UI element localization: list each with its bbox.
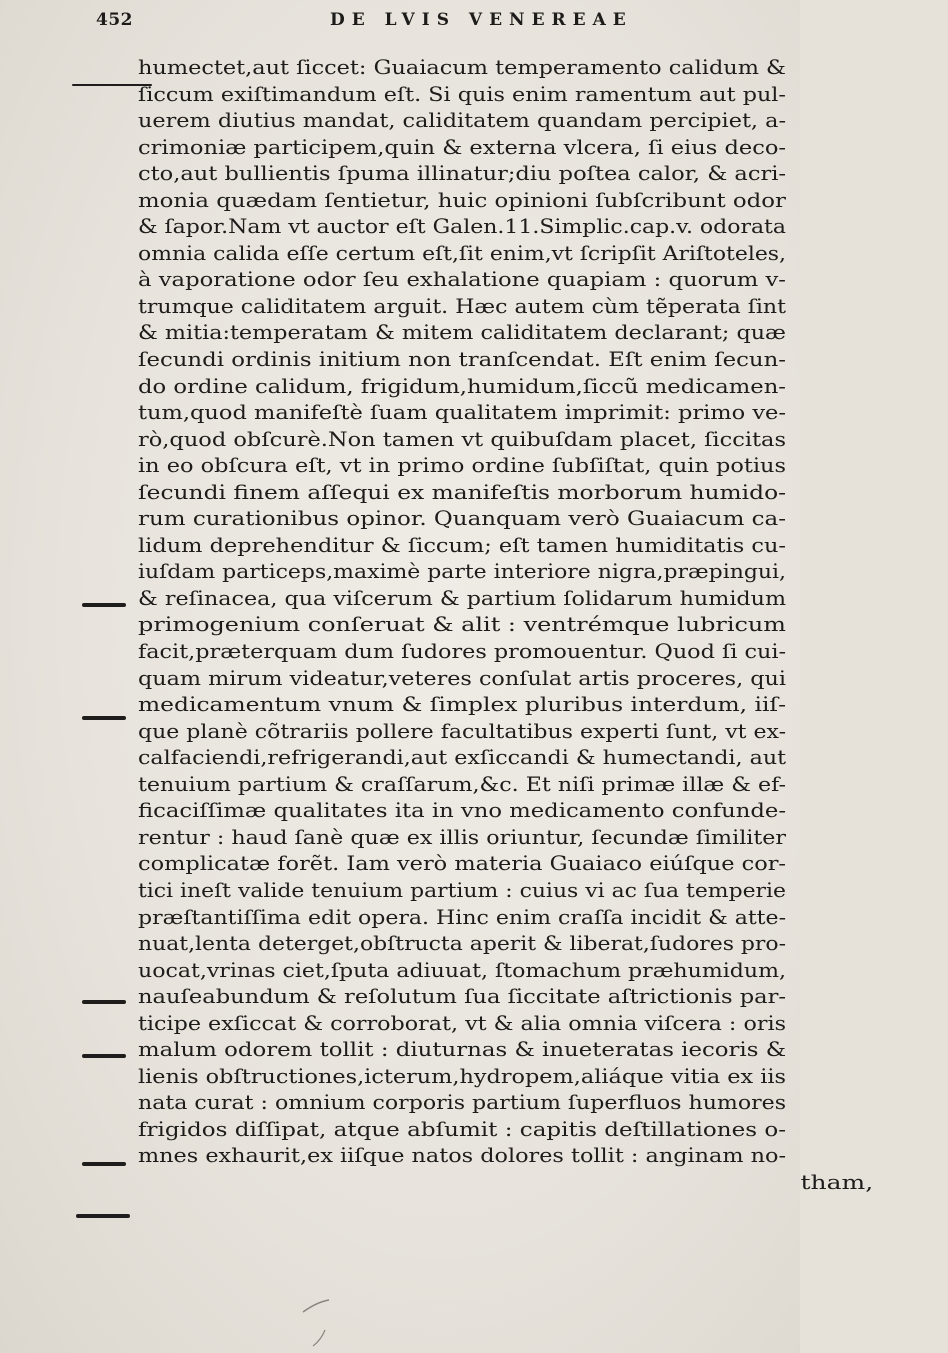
body-text — [138, 54, 874, 1196]
text-line: que planè cõtrariis pollere facultatibus experti ſunt, vt ex- — [138, 718, 787, 743]
text-line: & mitia:temperatam & mitem caliditatem declarant; quæ — [138, 320, 786, 345]
text-line: quam mirum videatur,veteres conſulat artis proceres, qui — [138, 665, 787, 690]
text-line: trumque caliditatem arguit. Hæc autem cùm tẽperata ſint — [138, 293, 786, 318]
text-line: præſtantiſſima edit opera. Hinc enim craſſa incidit & atte- — [138, 904, 787, 929]
text-line: rum curationibus opinor. Quanquam verò Guaiacum ca- — [138, 506, 787, 531]
text-line: ticipe exſiccat & corroborat, vt & alia omnia viſcera : oris — [138, 1010, 787, 1035]
text-line: tham, — [800, 1169, 874, 1194]
page-number: 452 — [96, 10, 133, 30]
text-line: primogenium conſeruat & alit : ventrémque lubricum — [138, 612, 786, 637]
text-line: medicamentum vnum & ſimplex pluribus interdum, iiſ- — [138, 692, 786, 717]
running-head: DE LVIS VENEREAE — [330, 10, 633, 30]
text-line: ſecundi finem aſſequi ex manifeſtis morborum humido- — [138, 479, 787, 504]
text-line: ſiccum exiſtimandum eſt. Si quis enim ramentum aut pul- — [138, 81, 786, 106]
text-line: lidum deprehenditur & ſiccum; eſt tamen humiditatis cu- — [138, 532, 787, 557]
text-line: facit,præterquam dum ſudores promouentur. Quod ſi cui- — [138, 639, 787, 664]
text-line: lienis obſtructiones,icterum,hydropem,aliáque vitia ex iis — [138, 1063, 787, 1088]
text-line: rò,quod obſcurè.Non tamen vt quibuſdam placet, ſiccitas — [138, 426, 787, 451]
margin-ink-mark — [82, 1162, 126, 1166]
text-line: ficaciſſimæ qualitates ita in vno medicamento confunde- — [138, 798, 787, 823]
text-line: humectet,aut ſiccet: Guaiacum temperamento calidum & — [138, 55, 786, 79]
text-line: monia quædam ſentietur, huic opinioni ſubſcribunt odor — [138, 187, 786, 212]
text-line: nata curat : omnium corporis partium ſuperfluos humores — [138, 1090, 787, 1115]
text-line: ſecundi ordinis initium non tranſcendat. Eſt enim ſecun- — [138, 347, 786, 372]
margin-ink-mark — [82, 716, 126, 720]
text-line: tum,quod manifeſtè ſuam qualitatem imprimit: primo ve- — [138, 400, 786, 425]
text-line: in eo obſcura eſt, vt in primo ordine ſubſiſtat, quin potius — [138, 453, 787, 478]
ink-scribble-icon — [295, 1290, 355, 1350]
text-line: frigidos diſſipat, atque abſumit : capitis deſtillationes o- — [138, 1116, 787, 1141]
margin-ink-mark — [82, 603, 126, 607]
text-line: do ordine calidum, frigidum,humidum,ſiccũ medicamen- — [138, 373, 786, 398]
text-line: calfaciendi,refrigerandi,aut exſiccandi & humectandi, aut — [138, 745, 787, 770]
text-line: complicatæ forẽt. Iam verò materia Guaiaco eiúſque cor- — [138, 851, 787, 876]
text-line: cto,aut bullientis ſpuma illinatur;diu poſtea calor, & acri- — [138, 161, 787, 186]
text-line: nauſeabundum & reſolutum ſua ſiccitate aſtrictionis par- — [138, 984, 787, 1009]
margin-ink-mark — [82, 1054, 126, 1058]
text-line: uocat,vrinas ciet,ſputa adiuuat, ſtomachum præhumidum, — [138, 957, 787, 982]
text-line: iuſdam particeps,maximè parte interiore nigra,præpingui, — [138, 559, 787, 584]
text-line: & reſinacea, qua viſcerum & partium ſolidarum humidum — [138, 585, 787, 610]
text-line: malum odorem tollit : diuturnas & inueteratas iecoris & — [138, 1037, 787, 1062]
text-line: tici ineſt valide tenuium partium : cuius vi ac ſua temperie — [138, 877, 786, 902]
text-line: nuat,lenta deterget,obſtructa aperit & liberat,ſudores pro- — [138, 931, 786, 956]
margin-ink-mark — [82, 1000, 126, 1004]
text-line: tenuium partium & craſſarum,&c. Et niſi primæ illæ & ef- — [138, 771, 786, 796]
text-line: crimoniæ participem,quin & externa vlcera, ſi eius deco- — [138, 134, 786, 159]
text-line: mnes exhaurit,ex iiſque natos dolores tollit : anginam no- — [138, 1143, 786, 1168]
text-line: & ſapor.Nam vt auctor eſt Galen.11.Simplic.cap.v. odorata — [138, 214, 786, 239]
text-line: uerem diutius mandat, caliditatem quandam percipiet, a- — [138, 108, 787, 133]
text-line: omnia calida eſſe certum eſt,ſit enim,vt ſcripſit Ariſtoteles, — [138, 240, 787, 265]
margin-ink-mark — [76, 1214, 130, 1218]
text-line: à vaporatione odor ſeu exhalatione quapiam : quorum v- — [138, 267, 786, 292]
text-line: rentur : haud ſanè quæ ex illis oriuntur, ſecundæ ſimiliter — [138, 824, 787, 849]
